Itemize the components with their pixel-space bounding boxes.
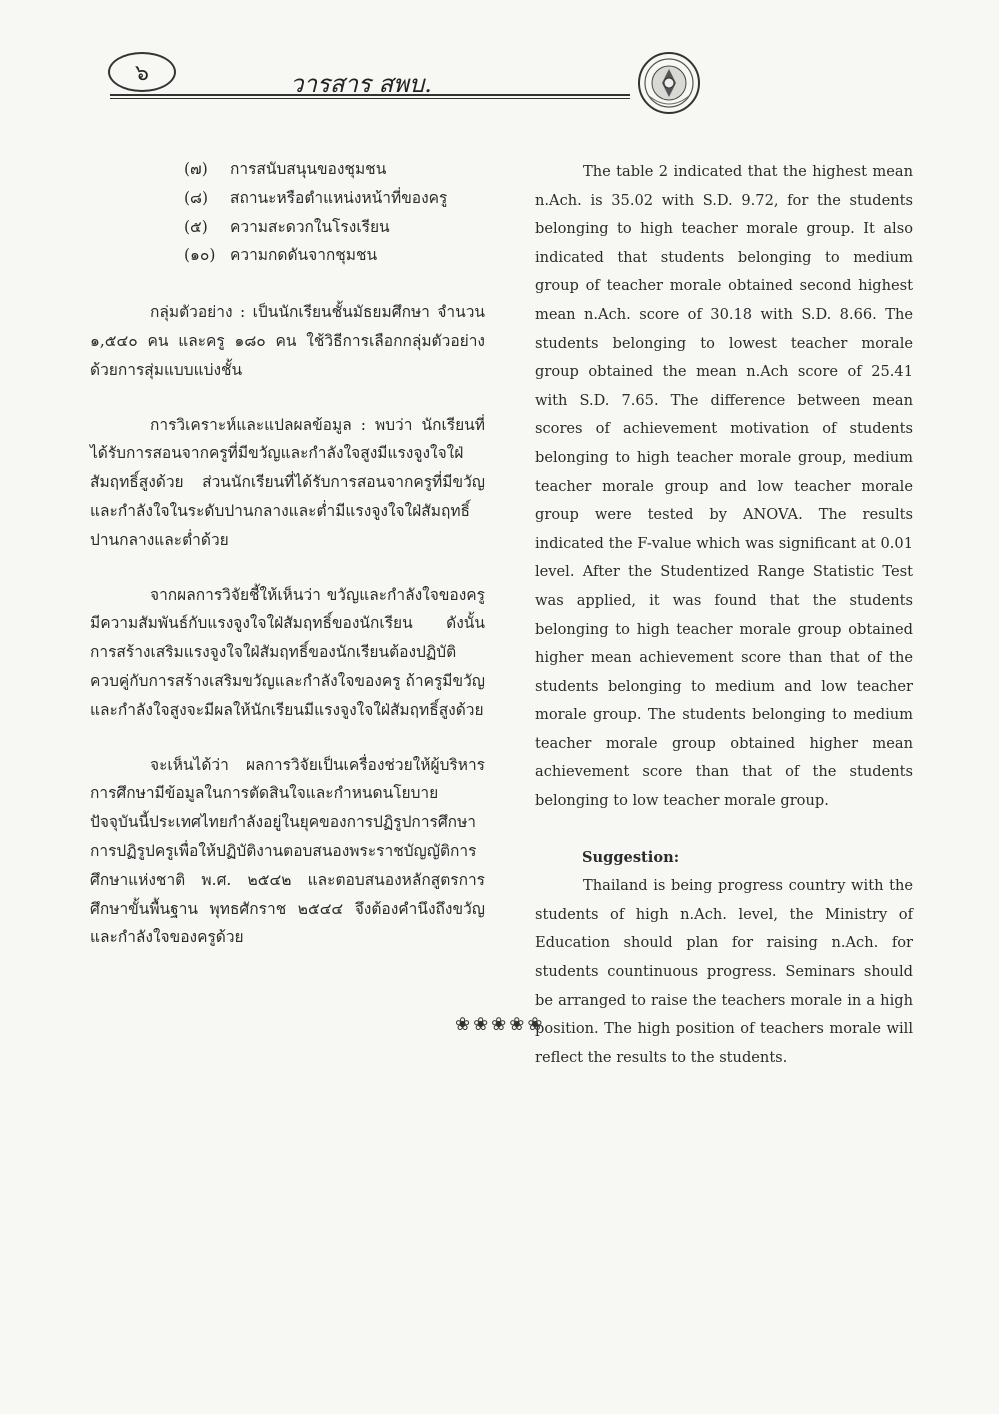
list-item: (๕) ความสะดวกในโรงเรียน xyxy=(184,217,390,236)
journal-title: วารสาร สพบ. xyxy=(290,70,432,98)
thai-paragraph-analysis: การวิเคราะห์และแปลผลข้อมูล : พบว่า นักเรียนที่ได้รับการสอนจากครูที่มีขวัญและกำลังใจสูงมีแรงจูงใจใฝ่สัมฤทธิ์สูงด้วย ส่วนนักเรียนที่ได้รับการสอนจากครูที่มีขวัญและกำลังใจในระดับปานกลางและต่ำมีแรงจูงใจใฝ่สัมฤทธิ์ปานกลางและต่ำด้วย xyxy=(90,415,485,549)
page-number: ๖ xyxy=(108,52,176,92)
thai-column xyxy=(90,155,485,952)
thai-paragraph-findings: จากผลการวิจัยชี้ให้เห็นว่า ขวัญและกำลังใจของครูมีความสัมพันธ์กับแรงจูงใจใฝ่สัมฤทธิ์ของนักเรียน ดังนั้น การสร้างเสริมแรงจูงใจใฝ่สัมฤทธิ์ของนักเรียนต้องปฏิบัติควบคู่กับการสร้างเสริมขวัญและกำลังใจของครู ถ้าครูมีขวัญและกำลังใจสูงจะมีผลให้นักเรียนมีแรงจูงใจใฝ่สัมฤทธิ์สูงด้วย xyxy=(90,585,486,719)
header-rule-thin xyxy=(110,98,630,99)
thai-paragraph-sample: กลุ่มตัวอย่าง : เป็นนักเรียนชั้นมัธยมศึกษา จำนวน ๑,๕๔๐ คน และครู ๑๘๐ คน ใช้วิธีการเลือกกลุ่มตัวอย่างด้วยการสุ่มแบบแบ่งชั้น xyxy=(90,303,485,379)
list-item: (๑๐) ความกดดันจากชุมชน xyxy=(184,246,378,265)
list-item: (๘) สถานะหรือตำแหน่งหน้าที่ของครู xyxy=(184,188,448,207)
english-paragraph-suggestion: Thailand is being progress country with the students of high n.Ach. level, the Ministry of Education should plan for raising n.Ach. for students countinuous progress. Seminars should be arranged to raise the teachers morale in a high position. The high position of teachers morale will reflect the results to the students. xyxy=(535,877,913,1066)
suggestion-heading: Suggestion: xyxy=(582,848,680,866)
flower-ornament: ❀❀❀❀❀ xyxy=(455,1014,546,1035)
english-column xyxy=(535,158,913,1072)
thai-paragraph-conclusion: จะเห็นได้ว่า ผลการวิจัยเป็นเครื่องช่วยให้ผู้บริหารการศึกษามีข้อมูลในการตัดสินใจและกำหนดนโยบาย ปัจจุบันนี้ประเทศไทยกำลังอยู่ในยุคของการปฏิรูปการศึกษา การปฏิรูปครูเพื่อให้ปฏิบัติงานตอบสนองพระราชบัญญัติการศึกษาแห่งชาติ พ.ศ. ๒๕๔๒ และตอบสนองหลักสูตรการศึกษาขั้นพื้นฐาน พุทธศักราช ๒๕๔๔ จึงต้องคำนึงถึงขวัญและกำลังใจของครูด้วย xyxy=(90,755,485,947)
institution-seal-icon xyxy=(636,50,702,116)
list-item: (๗) การสนับสนุนของชุมชน xyxy=(184,160,387,178)
header-rule xyxy=(110,94,630,96)
english-paragraph-results: The table 2 indicated that the highest mean n.Ach. is 35.02 with S.D. 9.72, for the students belonging to high teacher morale group. It also indicated that students belonging to medium group of teacher morale obtained second highest mean n.Ach. score of 30.18 with S.D. 8.66. The students belonging to lowest teacher morale group obtained the mean n.Ach score of 25.41 with S.D. 7.65. The difference between mean scores of achievement motivation of students belonging to high teacher morale group, medium teacher morale group and low teacher morale group were tested by ANOVA. The results indicated the F-value which was significant at 0.01 level. After the Studentized Range Statistic Test was applied, it was found that the students belonging to high teacher morale group obtained higher mean achievement score than that of the students belonging to medium and low teacher morale group. The students belonging to medium teacher morale group obtained higher mean achievement score than that of the students belonging to low teacher morale group. xyxy=(535,163,913,810)
